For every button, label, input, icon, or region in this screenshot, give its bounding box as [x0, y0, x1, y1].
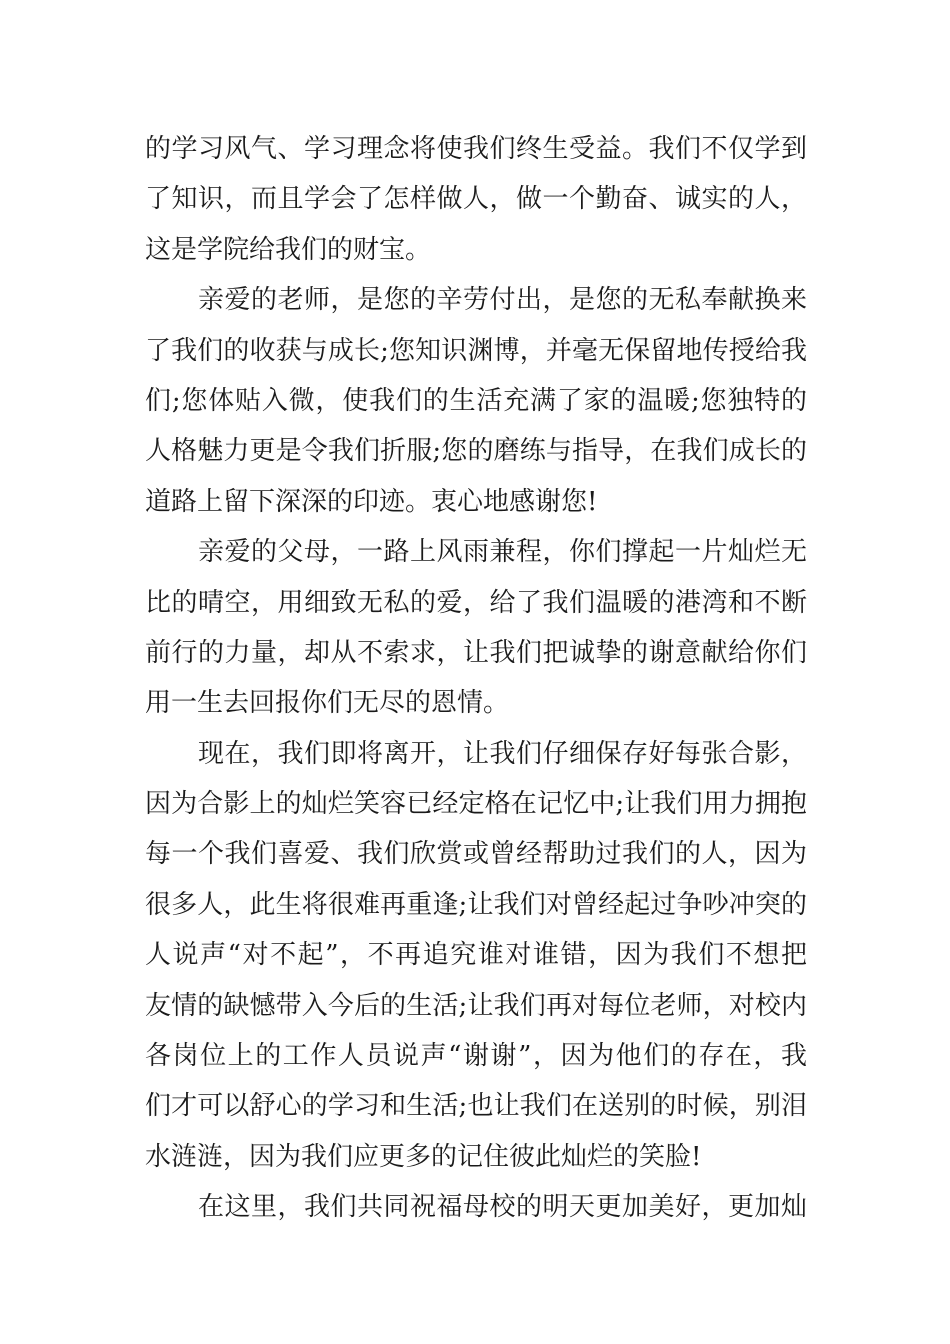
text-line: 们;您体贴入微，使我们的生活充满了家的温暖;您独特的 [145, 385, 807, 416]
text-line: 现在，我们即将离开，让我们仔细保存好每张合影， [198, 738, 807, 769]
text-line: 很多人，此生将很难再重逢;让我们对曾经起过争吵冲突的 [145, 889, 807, 920]
text-line: 人格魅力更是令我们折服;您的磨练与指导，在我们成长的 [145, 436, 807, 467]
text-line: 道路上留下深深的印迹。衷心地感谢您! [145, 486, 598, 517]
text-line: 各岗位上的工作人员说声“谢谢”，因为他们的存在，我 [145, 1041, 807, 1072]
text-line: 因为合影上的灿烂笑容已经定格在记忆中;让我们用力拥抱 [145, 789, 807, 820]
text-line: 亲爱的老师，是您的辛劳付出，是您的无私奉献换来 [198, 285, 807, 316]
text-line: 前行的力量，却从不索求，让我们把诚挚的谢意献给你们 [145, 637, 807, 668]
text-line: 在这里，我们共同祝福母校的明天更加美好，更加灿 [198, 1192, 807, 1223]
text-line: 了知识，而且学会了怎样做人，做一个勤奋、诚实的人， [145, 184, 807, 215]
text-line: 的学习风气、学习理念将使我们终生受益。我们不仅学到 [145, 134, 807, 164]
text-line: 亲爱的父母，一路上风雨兼程，你们撑起一片灿烂无 [198, 537, 807, 568]
text-line: 比的晴空，用细致无私的爱，给了我们温暖的港湾和不断 [145, 587, 807, 618]
text-line: 了我们的收获与成长;您知识渊博，并毫无保留地传授给我 [145, 335, 807, 366]
text-line: 用一生去回报你们无尽的恩情。 [145, 688, 510, 719]
text-line: 友情的缺憾带入今后的生活;让我们再对每位老师，对校内 [145, 990, 807, 1021]
text-line: 每一个我们喜爱、我们欣赏或曾经帮助过我们的人，因为 [145, 839, 807, 870]
text-line: 们才可以舒心的学习和生活;也让我们在送别的时候，别泪 [145, 1091, 807, 1122]
text-line: 水涟涟，因为我们应更多的记住彼此灿烂的笑脸! [145, 1141, 702, 1172]
text-line: 人说声“对不起”，不再追究谁对谁错，因为我们不想把 [145, 940, 807, 971]
document-body [145, 124, 807, 1233]
text-line: 这是学院给我们的财宝。 [145, 234, 432, 265]
